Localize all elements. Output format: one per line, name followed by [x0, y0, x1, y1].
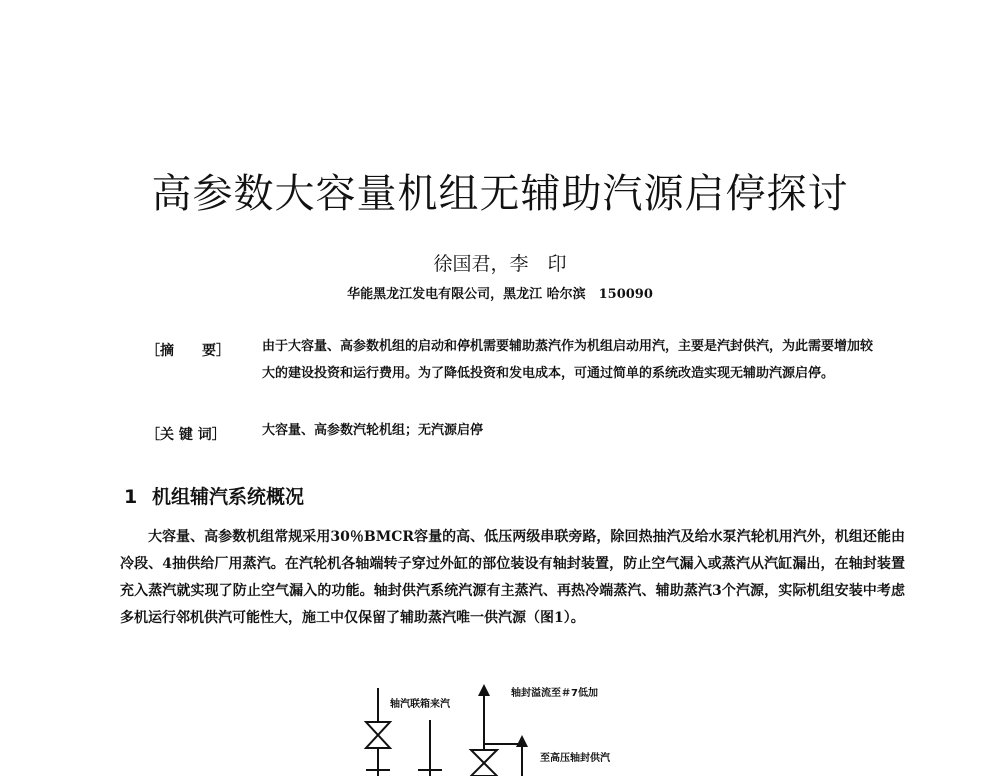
valve-left-upper: [366, 722, 390, 748]
keywords-label: ［关 键 词］: [146, 427, 226, 443]
section-title: 机组辅汽系统概况: [152, 486, 305, 508]
figure-label-right-mid: 至高压轴封供汽: [540, 753, 610, 764]
paper-affiliation: 华能黑龙江发电有限公司，黑龙江 哈尔滨 150090: [347, 287, 653, 302]
abstract-text: 由于大容量、高参数机组的启动和停机需要辅助蒸汽作为机组启动用汽，主要是汽封供汽，为此需要增加较大的建设投资和运行费用。为了降低投资和发电成本，可通过简单的系统改造实现无辅助汽源启停。: [262, 339, 874, 381]
arrow-up-icon-2: [516, 735, 528, 747]
abstract-label: ［摘 要］: [146, 343, 230, 359]
figure-label-left: 轴汽联箱来汽: [390, 699, 450, 710]
figure-label-right-top: 轴封溢流至＃7低加: [511, 688, 598, 699]
section-number: 1: [124, 486, 138, 508]
paper-title: 高参数大容量机组无辅助汽源启停探讨: [151, 171, 849, 217]
section-paragraph: 大容量、高参数机组常规采用30％BMCR容量的高、低压两级串联旁路，除回热抽汽及给水泵汽轮机用汽外，机组还能由冷段、4抽供给厂用蒸汽。在汽轮机各轴端转子穿过外缸的部位装设有轴封装置，防止空气漏入或蒸汽从汽缸漏出，在轴封装置充入蒸汽就实现了防止空气漏入的功能。轴封供汽系统汽源有主蒸汽、再热冷端蒸汽、辅助蒸汽3个汽源，实际机组安装中考虑多机运行邻机供汽可能性大，施工中仅保留了辅助蒸汽唯一供汽源（图1）。: [120, 529, 905, 626]
keywords-text: 大容量、高参数汽轮机组；无汽源启停: [262, 423, 484, 438]
valve-right: [471, 750, 497, 776]
arrow-up-icon: [478, 684, 490, 696]
paper-authors: 徐国君，李 印: [433, 253, 567, 275]
